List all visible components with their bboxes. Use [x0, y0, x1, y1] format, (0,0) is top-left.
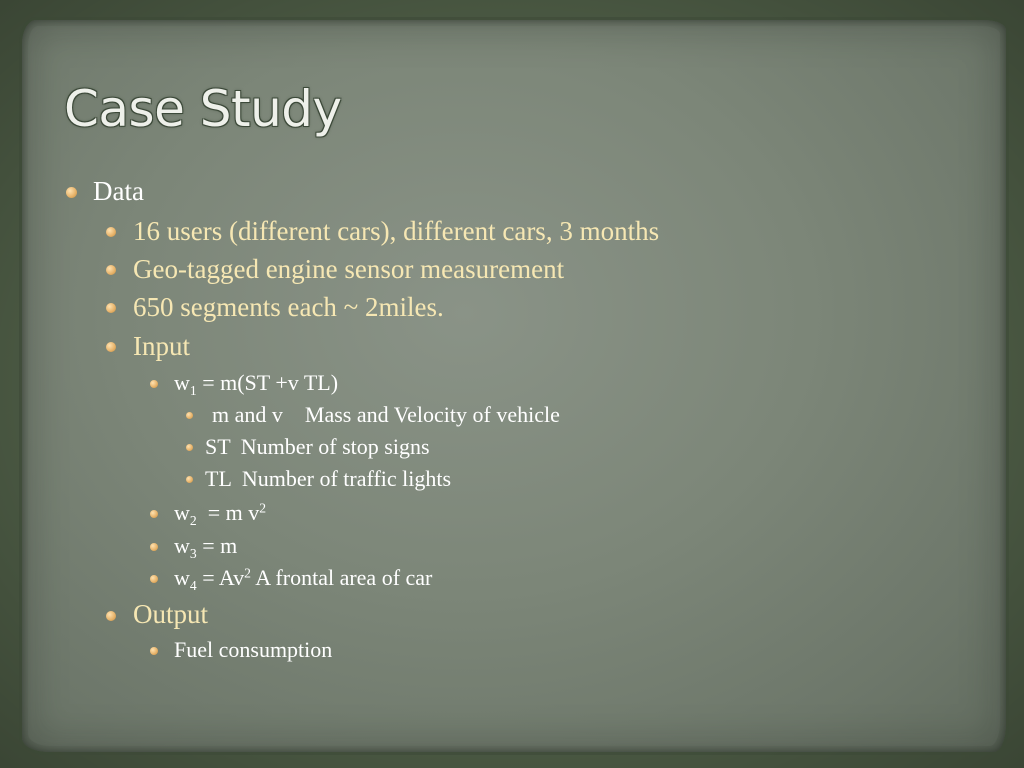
term-st: ST	[205, 434, 231, 459]
formula-w4-description: A frontal area of car	[250, 565, 433, 590]
bullet-icon	[106, 611, 116, 621]
desc-tl: Number of traffic lights	[241, 466, 452, 491]
term-m-and-v: m and v	[212, 402, 283, 427]
formula-w4-var: w	[174, 565, 190, 590]
bullet-tl	[205, 466, 451, 492]
desc-st: Number of stop signs	[240, 434, 430, 459]
bullet-icon	[150, 510, 158, 518]
bullet-m-and-v	[212, 402, 560, 428]
formula-w4	[174, 565, 432, 594]
formula-w4-expression: = Av	[196, 565, 245, 590]
bullet-icon	[150, 647, 158, 655]
formula-w2-var: w	[174, 500, 190, 525]
bullet-segments: 650 segments each ~ 2miles.	[133, 292, 444, 322]
formula-w3-var: w	[174, 533, 190, 558]
desc-m-and-v: Mass and Velocity of vehicle	[304, 402, 560, 427]
bullet-icon	[150, 543, 158, 551]
formula-w2-subscript: 2	[189, 512, 197, 528]
bullet-geo-tagged: Geo-tagged engine sensor measurement	[133, 254, 565, 284]
bullet-users: 16 users (different cars), different cars, 3 months	[133, 216, 660, 246]
formula-w3	[174, 533, 237, 562]
bullet-icon	[66, 187, 77, 198]
formula-w2	[174, 500, 266, 529]
bullet-fuel-consumption: Fuel consumption	[174, 637, 333, 662]
formula-w4-superscript: 2	[244, 565, 251, 581]
bullet-icon	[106, 303, 116, 313]
formula-w2-superscript: 2	[259, 500, 267, 516]
slide-title: Case Study	[64, 80, 342, 138]
bullet-icon	[150, 575, 158, 583]
bullet-st	[205, 434, 430, 460]
term-tl: TL	[205, 466, 232, 491]
bullet-icon	[106, 265, 116, 275]
formula-w1-var: w	[174, 370, 190, 395]
formula-w4-subscript: 4	[189, 577, 197, 593]
bullet-icon	[186, 444, 193, 451]
formula-w3-expression: = m	[196, 533, 238, 558]
bullet-output: Output	[133, 599, 209, 629]
bullet-icon	[106, 227, 116, 237]
bullet-input: Input	[133, 331, 190, 361]
bullet-icon	[106, 342, 116, 352]
formula-w1-expression: = m(ST +v TL)	[196, 370, 339, 395]
bullet-icon	[150, 380, 158, 388]
bullet-icon	[186, 412, 193, 419]
formula-w1	[174, 370, 338, 399]
formula-w3-subscript: 3	[189, 545, 197, 561]
bullet-icon	[186, 476, 193, 483]
bullet-data: Data	[93, 176, 144, 206]
formula-w1-subscript: 1	[189, 382, 197, 398]
formula-w2-expression: = m v	[196, 500, 260, 525]
